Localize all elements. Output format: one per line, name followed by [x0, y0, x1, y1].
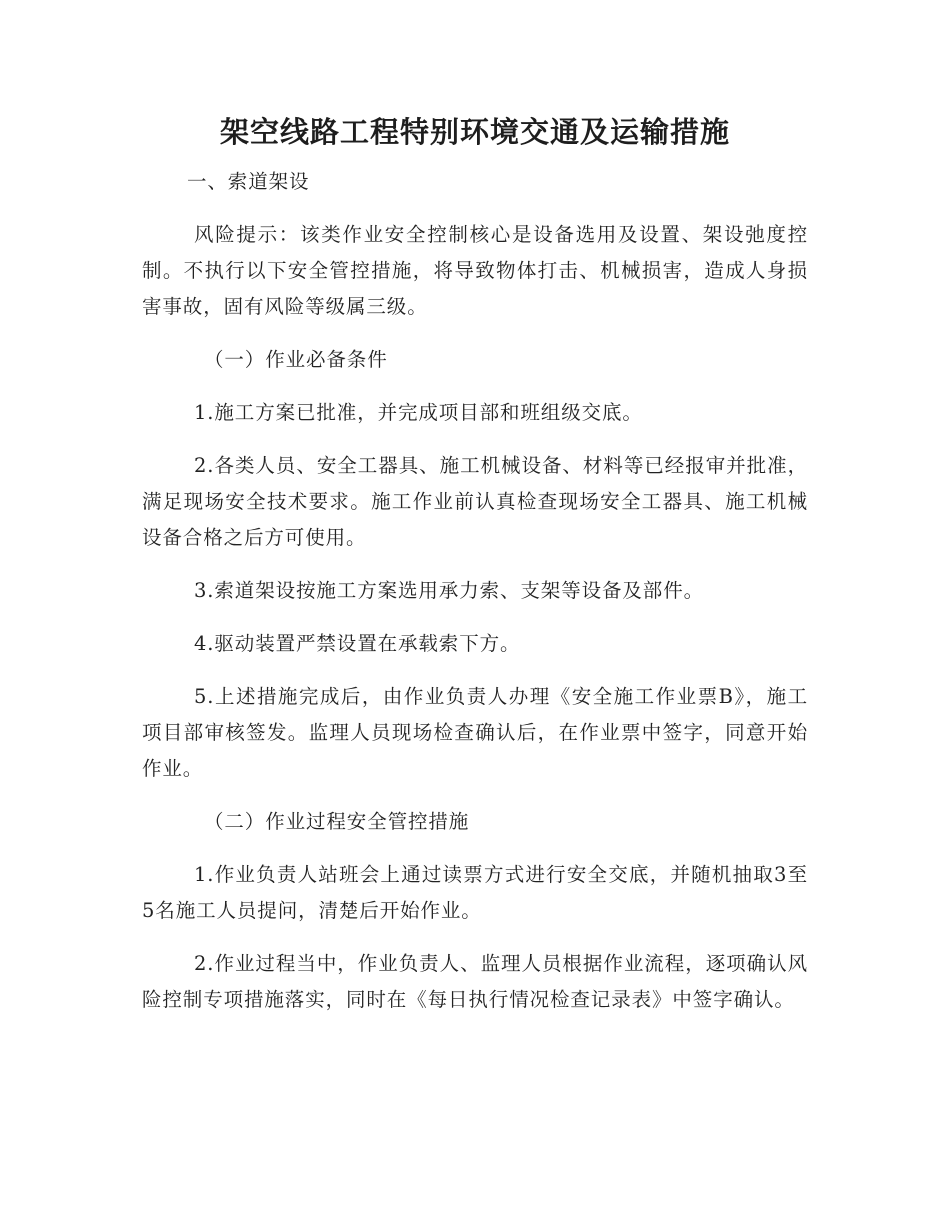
document-title: 架空线路工程特别环境交通及运输措施: [219, 115, 730, 149]
list-item: 1.作业负责人站班会上通过读票方式进行安全交底，并随机抽取3至5名施工人员提问，清楚后开始作业。: [142, 863, 808, 922]
list-item: 2.作业过程当中，作业负责人、监理人员根据作业流程，逐项确认风险控制专项措施落实，同时在《每日执行情况检查记录表》中签字确认。: [142, 952, 808, 1011]
list-item: 5.上述措施完成后，由作业负责人办理《安全施工作业票B》，施工项目部审核签发。监理人员现场检查确认后，在作业票中签字，同意开始作业。: [142, 685, 808, 780]
subsection-heading: （二）作业过程安全管控措施: [204, 810, 470, 833]
list-item: 2.各类人员、安全工器具、施工机械设备、材料等已经报审并批准，满足现场安全技术要求。施工作业前认真检查现场安全工器具、施工机械设备合格之后方可使用。: [142, 454, 808, 549]
subsection-heading: （一）作业必备条件: [204, 348, 388, 371]
list-item: 1.施工方案已批准，并完成项目部和班组级交底。: [194, 401, 643, 424]
list-item: 3.索道架设按施工方案选用承力索、支架等设备及部件。: [194, 579, 705, 602]
document-page: [142, 108, 808, 1018]
risk-paragraph: 风险提示：该类作业安全控制核心是设备选用及设置、架设弛度控制。不执行以下安全管控措施，将导致物体打击、机械损害，造成人身损害事故，固有风险等级属三级。: [142, 223, 808, 318]
list-item: 4.驱动装置严禁设置在承载索下方。: [194, 632, 521, 655]
section-heading: 一、索道架设: [187, 170, 310, 193]
